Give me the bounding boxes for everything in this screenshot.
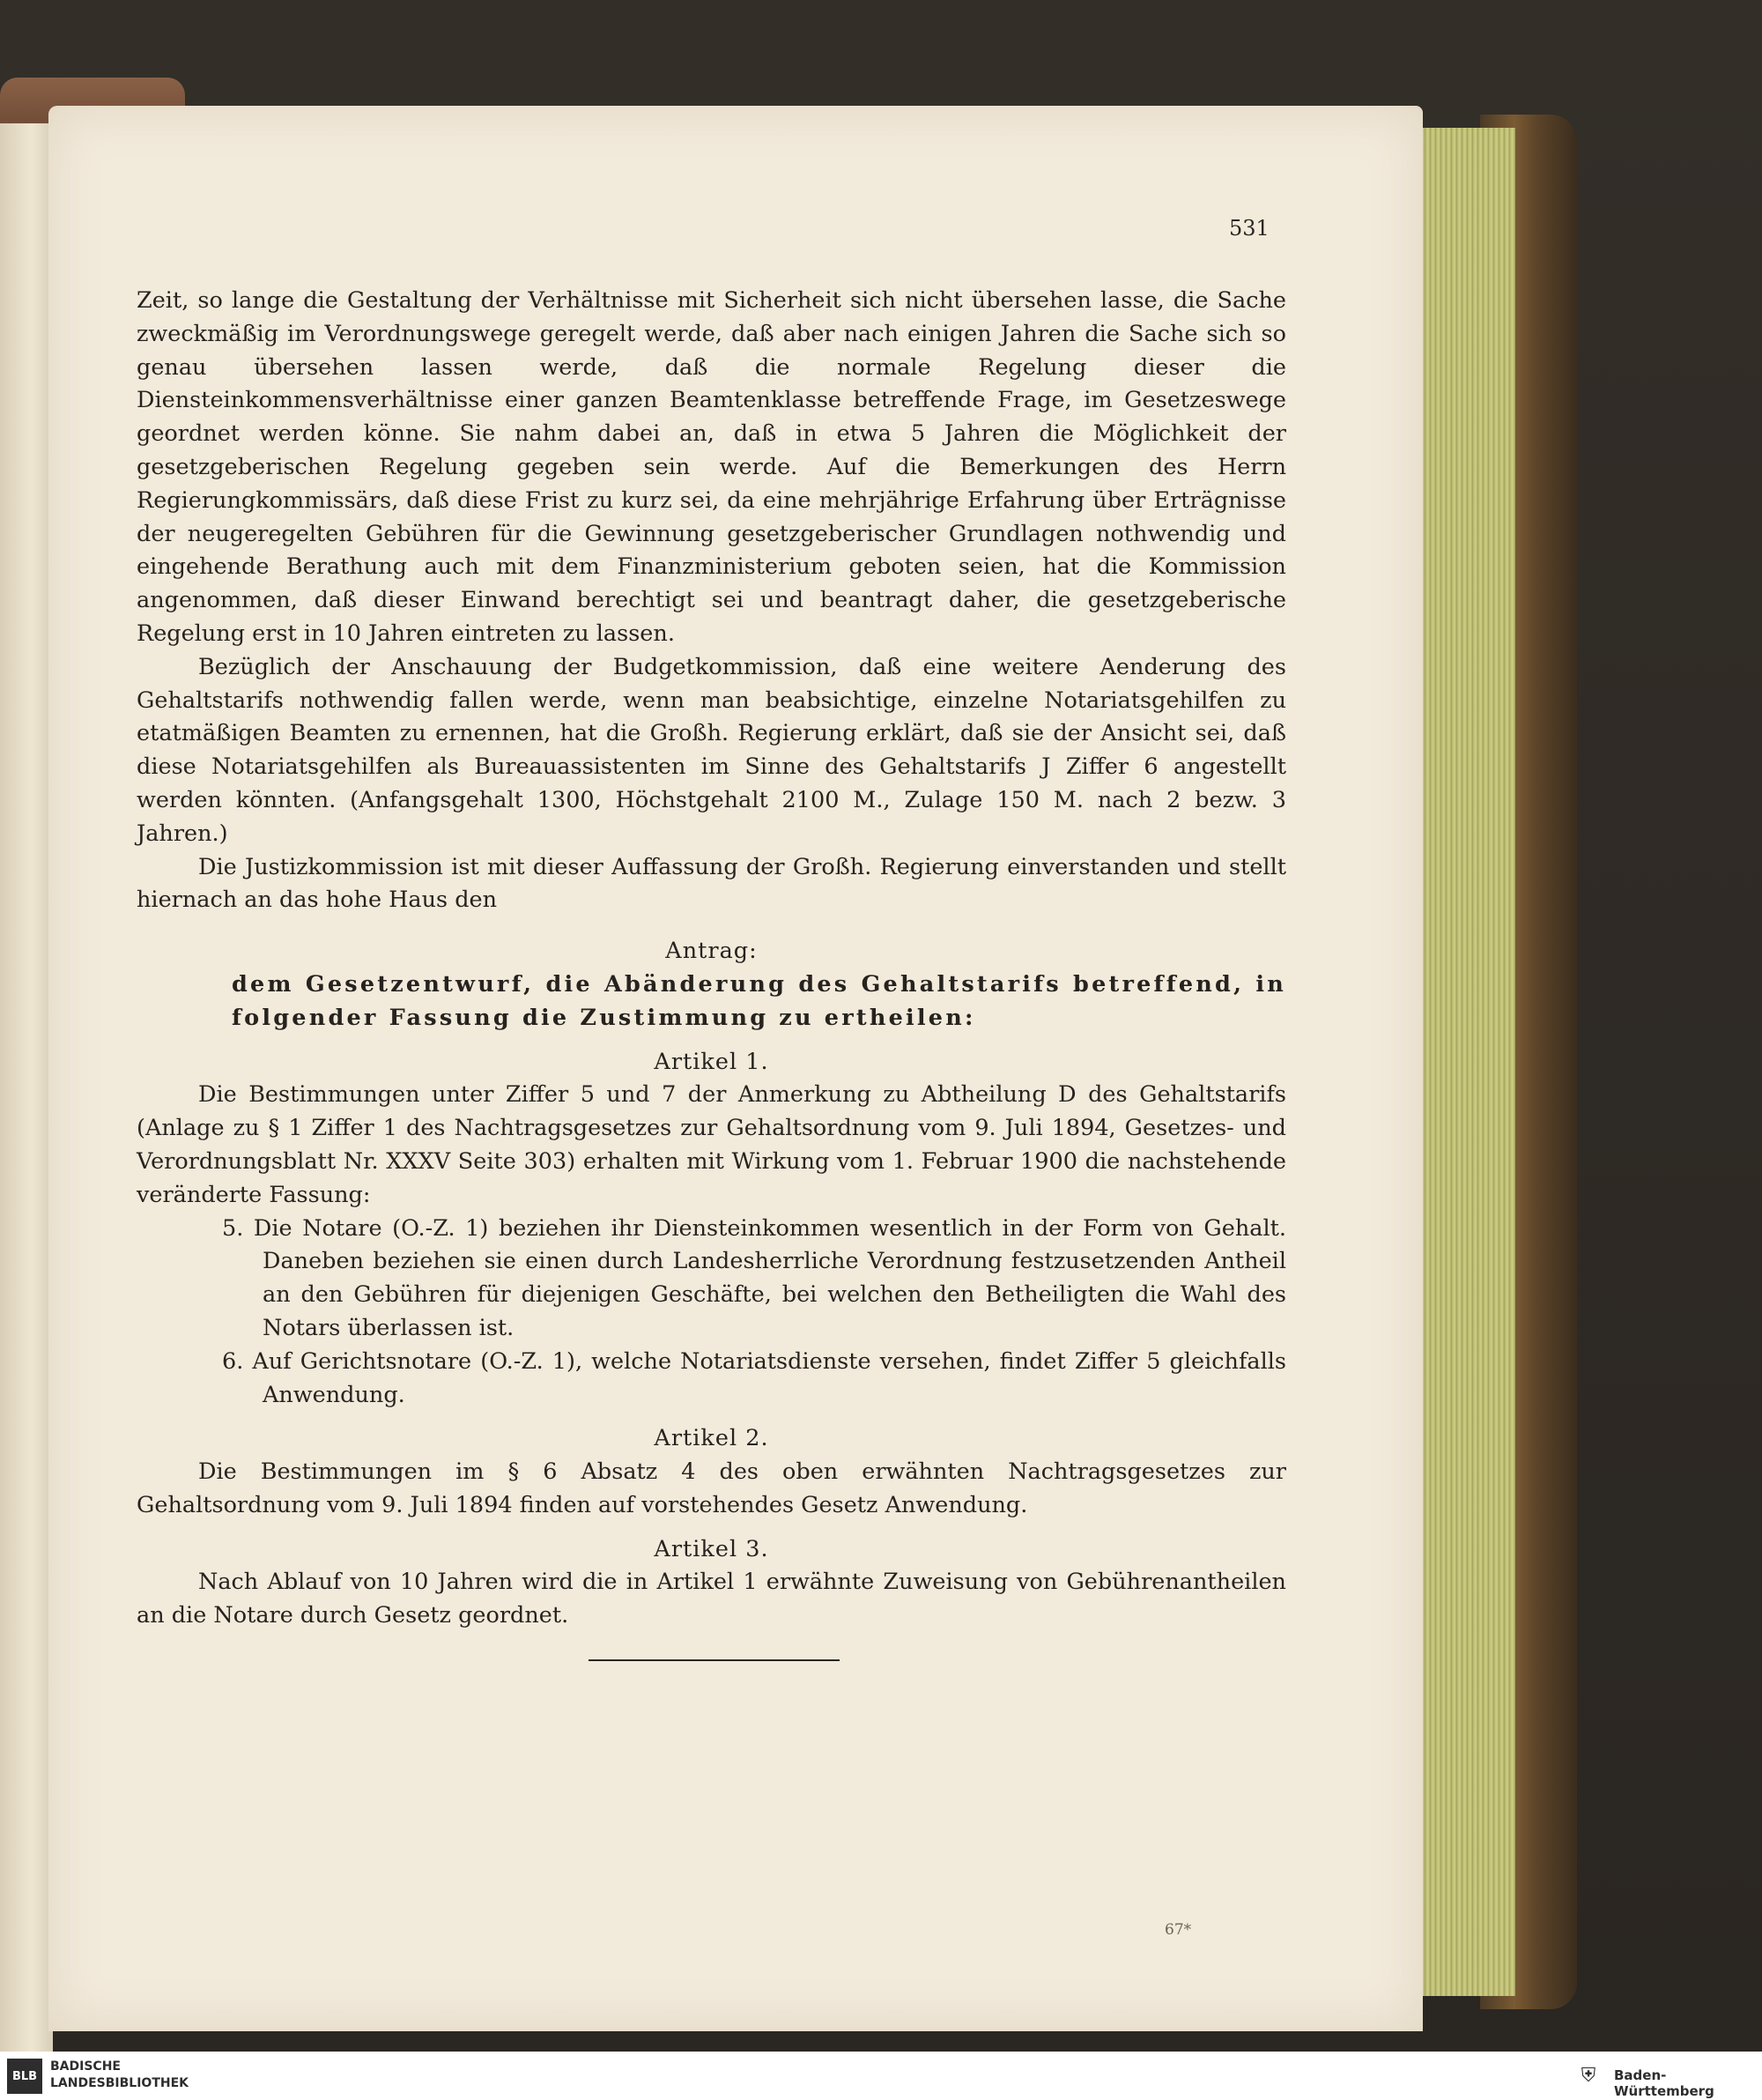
antrag-text: dem Gesetzentwurf, die Abänderung des Gehaltstarifs betreffend, in folgender Fassung die Zustimmung zu ertheilen:: [232, 970, 1286, 1031]
paragraph: Bezüglich der Anschauung der Budgetkommission, daß eine weitere Aenderung des Gehaltstarifs nothwendig fallen werde, wenn man beabsichtige, einzelne Notariatsgehilfen zu etatmäßigen Beamten zu ernennen, hat die Großh. Regierung erklärt, daß sie der Ansicht sei, daß diese Notariatsgehilfen als Bureauassistenten im Sinne des Gehaltstarifs J Ziffer 6 angestellt werden könnten. (Anfangsgehalt 1300, Höchstgehalt 2100 M., Zulage 150 M. nach 2 bezw. 3 Jahren.): [137, 653, 1286, 847]
page-number: 531: [1229, 216, 1270, 241]
blb-logo: BLB: [7, 2059, 42, 2094]
list-item: 5. Die Notare (O.-Z. 1) beziehen ihr Diensteinkommen wesentlich in der Form von Gehalt. Daneben beziehen sie einen durch Landesherrliche Verordnung festzusetzenden Antheil an den Gebühren für diejenigen Geschäfte, bei welchen den Betheiligten die Wahl des Notars überlassen ist.: [222, 1214, 1286, 1341]
blb-name-line2: LANDESBIBLIOTHEK: [50, 2076, 189, 2090]
bw-name: Baden-Württemberg: [1614, 2067, 1714, 2099]
signature-mark: 67*: [1165, 1921, 1192, 1939]
paragraph: Die Justizkommission ist mit dieser Auffassung der Großh. Regierung einverstanden und stellt hiernach an das hohe Haus den: [137, 853, 1286, 914]
antrag-heading: Antrag:: [665, 938, 758, 965]
artikel-3-heading: Artikel 3.: [654, 1535, 769, 1562]
artikel-2-heading: Artikel 2.: [654, 1425, 769, 1452]
list-item: 6. Auf Gerichtsnotare (O.-Z. 1), welche Notariatsdienste versehen, findet Ziffer 5 gleichfalls Anwendung.: [222, 1347, 1286, 1408]
artikel-2-text: Die Bestimmungen im § 6 Absatz 4 des oben erwähnten Nachtragsgesetzes zur Gehaltsordnung vom 9. Juli 1894 finden auf vorstehendes Gesetz Anwendung.: [137, 1458, 1286, 1518]
closing-rule: [589, 1659, 840, 1661]
paragraph: Zeit, so lange die Gestaltung der Verhältnisse mit Sicherheit sich nicht übersehen lasse, die Sache zweckmäßig im Verordnungswege geregelt werde, daß aber nach einigen Jahren die Sache sich so genau übersehen lassen werde, daß die normale Regelung dieser die Diensteinkommensverhältnisse einer ganzen Beamtenklasse betreffende Frage, im Gesetzeswege geordnet werden könne. Sie nahm dabei an, daß in etwa 5 Jahren die Möglichkeit der gesetzgeberischen Regelung gegeben sein werde. Auf die Bemerkungen des Herrn Regierungkommissärs, daß diese Frist zu kurz sei, da eine mehrjährige Erfahrung über Erträgnisse der neugeregelten Gebühren für die Gewinnung gesetzgeberischer Grundlagen nothwendig und eingehende Berathung auch mit dem Finanzministerium geboten seien, hat die Kommission angenommen, daß dieser Einwand berechtigt sei und beantragt daher, die gesetzgeberische Regelung erst in 10 Jahren eintreten zu lassen.: [137, 287, 1286, 647]
coat-of-arms-icon: ⛨: [1581, 2065, 1596, 2087]
footer-bar: [0, 2052, 1762, 2100]
page-edges: [1410, 128, 1515, 1996]
left-page-edge: [0, 123, 53, 2053]
artikel-3-text: Nach Ablauf von 10 Jahren wird die in Artikel 1 erwähnte Zuweisung von Gebührenantheilen an die Notare durch Gesetz geordnet.: [137, 1569, 1286, 1629]
artikel-1-text: Die Bestimmungen unter Ziffer 5 und 7 der Anmerkung zu Abtheilung D des Gehaltstarifs (Anlage zu § 1 Ziffer 1 des Nachtragsgesetzes zur Gehaltsordnung vom 9. Juli 1894, Gesetzes- und Verordnungsblatt Nr. XXXV Seite 303) erhalten mit Wirkung vom 1. Februar 1900 die nachstehende veränderte Fassung:: [137, 1081, 1286, 1208]
blb-name-line1: BADISCHE: [50, 2059, 121, 2074]
blb-name: [50, 2059, 189, 2092]
page-text: [137, 285, 1286, 1633]
artikel-1-heading: Artikel 1.: [654, 1048, 769, 1075]
